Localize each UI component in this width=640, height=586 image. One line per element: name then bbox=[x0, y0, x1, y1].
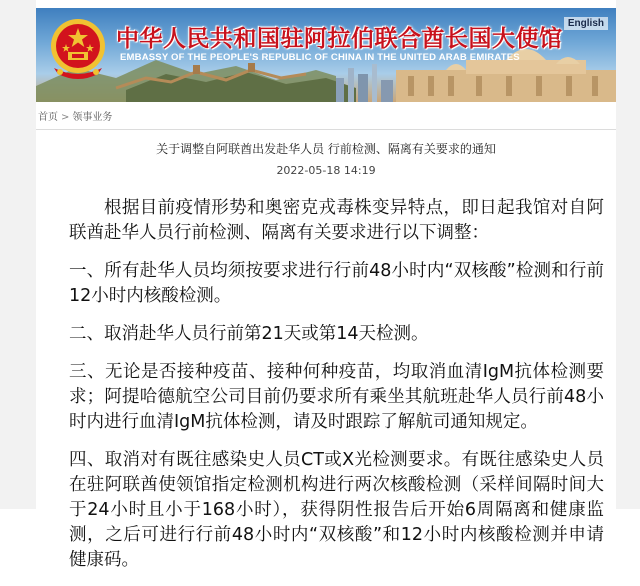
embassy-title-cn: 中华人民共和国驻阿拉伯联合酋长国大使馆 bbox=[116, 25, 563, 52]
breadcrumb-separator: > bbox=[61, 112, 70, 123]
breadcrumb-section-link[interactable]: 领事业务 bbox=[72, 112, 113, 123]
article-body bbox=[69, 196, 604, 586]
article-title: 关于调整自阿联酋出发赴华人员 行前检测、隔离有关要求的通知 bbox=[156, 142, 496, 156]
header-banner bbox=[36, 8, 616, 102]
article-paragraph: 四、取消对有既往感染史人员CT或X光检测要求。有既往感染史人员在驻阿联酋使领馆指定检测机构进行两次核酸检测（采样间隔时间大于24小时且小于168小时），获得阴性报告后开始6周隔离和健康监测，之后可进行行前48小时内“双核酸”和12小时内核酸检测并申请健康码。 bbox=[69, 450, 604, 570]
article-paragraph: 三、无论是否接种疫苗、接种何种疫苗，均取消血清IgM抗体检测要求；阿提哈德航空公司目前仍要求所有乘坐其航班赴华人员行前48小时内进行血清IgM抗体检测，请及时跟踪了解航司通知规定。 bbox=[69, 362, 604, 432]
article-paragraph: 二、取消赴华人员行前第21天或第14天检测。 bbox=[69, 324, 429, 344]
english-language-link[interactable]: English bbox=[564, 17, 608, 30]
national-emblem-icon bbox=[46, 14, 110, 84]
page-content bbox=[36, 0, 616, 570]
article-paragraph: 根据目前疫情形势和奥密克戎毒株变异特点，即日起我馆对自阿联酋赴华人员行前检测、隔离有关要求进行以下调整： bbox=[69, 198, 604, 243]
breadcrumb bbox=[36, 108, 616, 130]
embassy-title-en: EMBASSY OF THE PEOPLE'S REPUBLIC OF CHINA IN THE UNITED ARAB EMIRATES bbox=[120, 52, 520, 63]
article-date: 2022-05-18 14:19 bbox=[276, 164, 376, 177]
breadcrumb-home-link[interactable]: 首页 bbox=[38, 112, 58, 123]
article-paragraph: 一、所有赴华人员均须按要求进行行前48小时内“双核酸”检测和行前12小时内核酸检测。 bbox=[69, 261, 604, 306]
